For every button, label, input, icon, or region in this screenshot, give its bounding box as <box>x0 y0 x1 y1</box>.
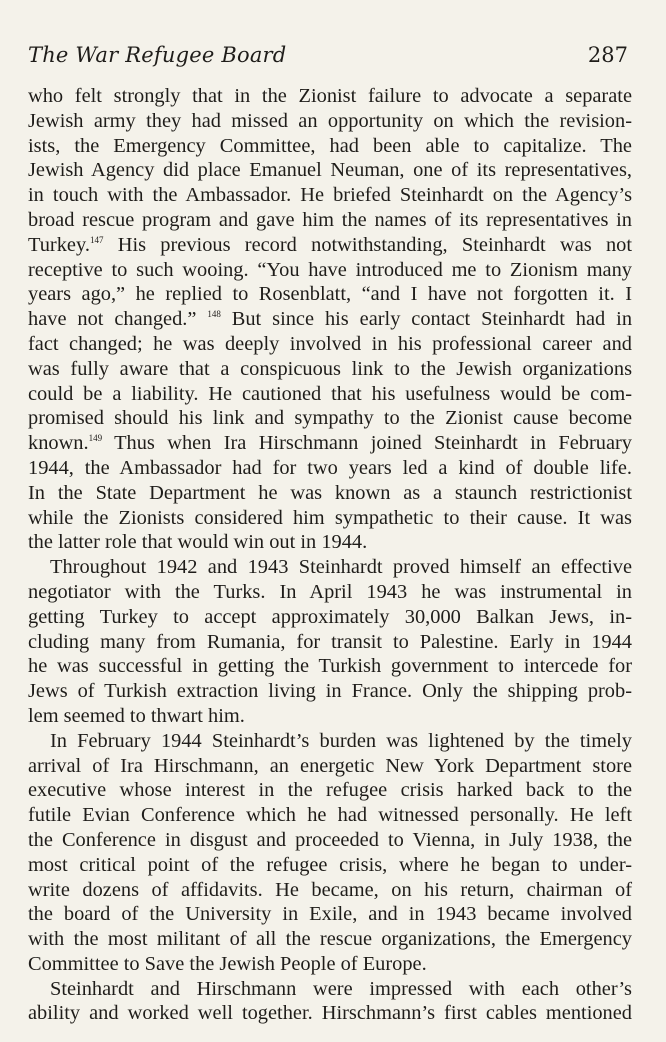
line-text: Throughout 1942 and 1943 Steinhardt proved himself an effective <box>50 556 632 579</box>
line-text: 1944, the Ambassador had for two years led a kind of double life. <box>28 456 632 479</box>
line-text: most critical point of the refugee crisis, where he began to under- <box>28 853 632 876</box>
text-line <box>28 555 632 580</box>
line-text: negotiator with the Turks. In April 1943 he was instrumental in <box>28 580 632 603</box>
line-text: promised should his link and sympathy to the Zionist cause become <box>28 407 632 430</box>
page-header <box>28 43 628 71</box>
text-line <box>28 431 632 456</box>
line-text: Jewish army they had missed an opportunity on which the revision- <box>28 109 632 132</box>
line-text: getting Turkey to accept approximately 30,000 Balkan Jews, in- <box>28 605 632 628</box>
line-text: executive whose interest in the refugee crisis harked back to the <box>28 779 632 802</box>
text-line <box>28 530 632 555</box>
text-line <box>28 282 632 307</box>
text-line <box>28 109 632 134</box>
text-line <box>28 158 632 183</box>
footnote-marker: 148 <box>207 309 221 320</box>
line-text: in touch with the Ambassador. He briefed Steinhardt on the Agency’s <box>28 184 632 207</box>
line-text: ability and worked well together. Hirschmann’s first cables mentioned <box>28 1002 632 1025</box>
text-line <box>28 357 632 382</box>
text-line <box>28 605 632 630</box>
line-text: fact changed; he was deeply involved in his professional career and <box>28 332 632 355</box>
text-line <box>28 580 632 605</box>
text-line <box>28 952 632 977</box>
text-line <box>28 258 632 283</box>
text-line <box>28 828 632 853</box>
text-line <box>28 332 632 357</box>
text-line <box>28 1001 632 1026</box>
footnote-marker: 147 <box>89 234 104 245</box>
line-text: In February 1944 Steinhardt’s burden was lightened by the timely <box>50 729 632 752</box>
text-line <box>28 927 632 952</box>
text-line <box>28 878 632 903</box>
line-text: write dozens of affidavits. He became, on his return, chairman of <box>28 878 632 901</box>
line-text: Jewish Agency did place Emanuel Neuman, one of its representatives, <box>28 159 632 182</box>
line-text: broad rescue program and gave him the names of its representatives in <box>28 208 632 231</box>
text-line <box>28 902 632 927</box>
line-text: Turkey. <box>28 233 90 256</box>
line-text: he was successful in getting the Turkish government to intercede for <box>28 655 632 678</box>
page-number: 287 <box>587 43 628 67</box>
text-line <box>28 456 632 481</box>
line-text: cluding many from Rumania, for transit to Palestine. Early in 1944 <box>28 630 632 653</box>
text-line <box>28 406 632 431</box>
line-text: Thus when Ira Hirschmann joined Steinhardt in February <box>102 432 632 455</box>
text-line <box>28 729 632 754</box>
text-line <box>28 134 632 159</box>
text-line <box>28 754 632 779</box>
text-line <box>28 630 632 655</box>
line-text: futile Evian Conference which he had witnessed personally. He left <box>28 804 632 827</box>
footnote-marker: 149 <box>88 433 103 444</box>
line-text: was fully aware that a conspicuous link to the Jewish organizations <box>28 357 632 380</box>
text-line <box>28 679 632 704</box>
line-text: receptive to such wooing. “You have introduced me to Zionism many <box>28 258 632 281</box>
text-line <box>28 208 632 233</box>
line-text: His previous record notwithstanding, Steinhardt was not <box>103 233 632 256</box>
line-text: Committee to Save the Jewish People of Europe. <box>28 952 427 975</box>
text-line <box>28 704 632 729</box>
line-text: But since his early contact Steinhardt had in <box>220 308 633 331</box>
line-text: years ago,” he replied to Rosenblatt, “and I have not forgotten it. I <box>28 283 632 306</box>
text-line <box>28 803 632 828</box>
running-title: The War Refugee Board <box>28 43 287 67</box>
line-text: the Conference in disgust and proceeded to Vienna, in July 1938, the <box>28 828 632 851</box>
line-text: known. <box>28 432 89 455</box>
text-line <box>28 977 632 1002</box>
line-text: Jews of Turkish extraction living in France. Only the shipping prob- <box>28 680 632 703</box>
text-line <box>28 307 632 332</box>
text-line <box>28 778 632 803</box>
line-text: have not changed.” <box>28 308 208 331</box>
line-text: In the State Department he was known as a staunch restrictionist <box>28 481 632 504</box>
line-text: the latter role that would win out in 1944. <box>28 531 368 554</box>
line-text: lem seemed to thwart him. <box>28 704 245 727</box>
body-text <box>28 84 632 1026</box>
line-text: the board of the University in Exile, and in 1943 became involved <box>28 903 632 926</box>
text-line <box>28 84 632 109</box>
text-line <box>28 853 632 878</box>
line-text: ists, the Emergency Committee, had been able to capitalize. The <box>28 134 632 157</box>
line-text: while the Zionists considered him sympathetic to their cause. It was <box>28 506 632 529</box>
line-text: arrival of Ira Hirschmann, an energetic New York Department store <box>28 754 632 777</box>
text-line <box>28 382 632 407</box>
line-text: could be a liability. He cautioned that his usefulness would be com- <box>28 382 632 405</box>
text-line <box>28 183 632 208</box>
line-text: Steinhardt and Hirschmann were impressed with each other’s <box>50 977 632 1000</box>
text-line <box>28 654 632 679</box>
line-text: who felt strongly that in the Zionist failure to advocate a separate <box>28 85 632 107</box>
line-text: with the most militant of all the rescue organizations, the Emergency <box>28 928 632 951</box>
text-line <box>28 481 632 506</box>
text-line <box>28 233 632 258</box>
text-line <box>28 506 632 531</box>
